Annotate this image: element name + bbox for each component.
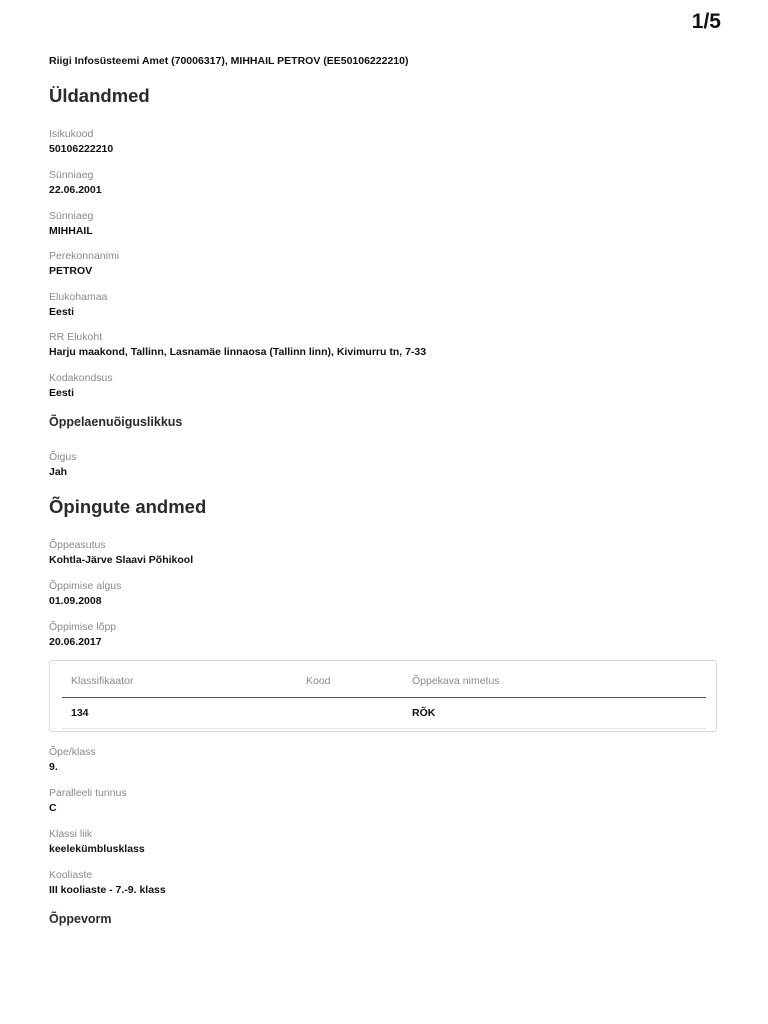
curriculum-table <box>49 660 717 732</box>
field-registry-address <box>49 331 426 359</box>
field-personal-code <box>49 128 113 156</box>
field-value: Kohtla-Järve Slaavi Põhikool <box>49 554 194 566</box>
field-value: keelekümblusklass <box>49 843 145 855</box>
field-study-end <box>49 621 116 649</box>
field-birth-date <box>49 169 102 197</box>
section-title-study-form: Õppevorm <box>49 912 112 926</box>
field-value: PETROV <box>49 265 93 277</box>
field-study-start <box>49 580 121 608</box>
field-label: Õpe/klass <box>49 746 96 758</box>
field-grade <box>49 746 96 774</box>
field-label: Õppimise algus <box>49 580 122 592</box>
section-title-general: Üldandmed <box>49 85 150 106</box>
field-label: Sünniaeg <box>49 169 94 181</box>
field-value: 50106222210 <box>49 143 114 155</box>
field-eligibility <box>49 451 76 479</box>
document-owner-line: Riigi Infosüsteemi Amet (70006317), MIHHAIL PETROV (EE50106222210) <box>49 55 409 67</box>
field-class-type <box>49 828 145 856</box>
table-row <box>62 698 706 729</box>
field-school <box>49 539 193 567</box>
field-value: 22.06.2001 <box>49 184 102 196</box>
field-value: 20.06.2017 <box>49 636 102 648</box>
column-header-classifier: Klassifikaator <box>71 675 134 687</box>
field-citizenship <box>49 372 113 400</box>
field-label: Õigus <box>49 451 77 463</box>
field-value: III kooliaste - 7.-9. klass <box>49 884 166 896</box>
field-label: Õppimise lõpp <box>49 621 117 633</box>
field-last-name <box>49 250 119 278</box>
field-label: Sünniaeg <box>49 210 94 222</box>
field-value: C <box>49 802 57 814</box>
field-label: Klassi liik <box>49 828 93 840</box>
field-value: Harju maakond, Tallinn, Lasnamäe linnaosa (Tallinn linn), Kivimurru tn, 7-33 <box>49 346 427 358</box>
table-header <box>62 661 706 698</box>
column-header-code: Kood <box>306 675 331 687</box>
field-label: Kooliaste <box>49 869 93 881</box>
field-value: Jah <box>49 466 68 478</box>
field-country-of-residence <box>49 291 107 319</box>
field-label: Õppeasutus <box>49 539 106 551</box>
section-title-loan-eligibility: Õppelaenuõiguslikkus <box>49 415 183 429</box>
field-value: Eesti <box>49 306 75 318</box>
column-header-curriculum-name: Õppekava nimetus <box>412 675 500 687</box>
field-value: 9. <box>49 761 58 773</box>
field-label: Perekonnanimi <box>49 250 120 262</box>
field-label: RR Elukoht <box>49 331 103 343</box>
field-label: Isikukood <box>49 128 94 140</box>
field-value: 01.09.2008 <box>49 595 102 607</box>
field-label: Elukohamaa <box>49 291 108 303</box>
field-first-name <box>49 210 93 238</box>
field-value: Eesti <box>49 387 75 399</box>
cell-classifier: 134 <box>71 707 89 719</box>
cell-curriculum-name: RÕK <box>412 707 436 719</box>
page-number: 1/5 <box>691 10 721 33</box>
field-value: MIHHAIL <box>49 225 93 237</box>
section-title-studies: Õpingute andmed <box>49 496 207 517</box>
field-school-level <box>49 869 166 897</box>
field-label: Paralleeli tunnus <box>49 787 127 799</box>
field-label: Kodakondsus <box>49 372 113 384</box>
field-parallel <box>49 787 127 815</box>
